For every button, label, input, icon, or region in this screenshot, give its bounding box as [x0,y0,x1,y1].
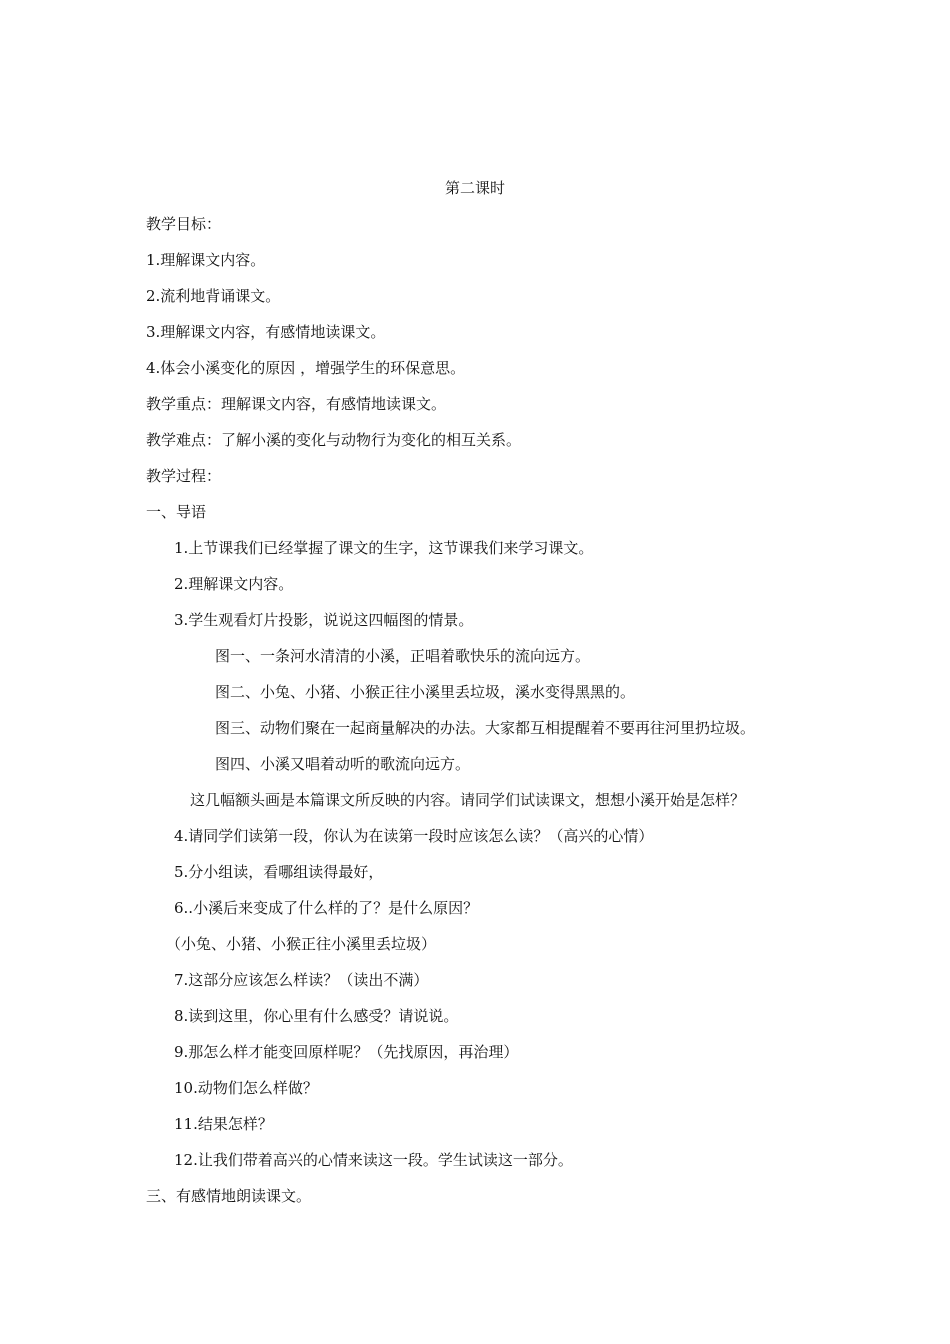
list-item: 3.学生观看灯片投影，说说这四幅图的情景。 [174,611,474,629]
key-point: 教学重点：理解课文内容，有感情地读课文。 [146,395,447,413]
lesson-title: 第二课时 [444,179,505,197]
objective-item: 1.理解课文内容。 [146,251,266,269]
answer-note: （小兔、小猪、小猴正往小溪里丢垃圾） [166,935,437,953]
objectives-heading: 教学目标： [146,215,222,233]
process-heading: 教学过程： [146,467,222,485]
list-item: 9.那怎么样才能变回原样呢？（先找原因，再治理） [174,1043,519,1061]
summary-paragraph: 这几幅额头画是本篇课文所反映的内容。请同学们试读课文，想想小溪开始是怎样？ [190,791,746,809]
list-item: 12.让我们带着高兴的心情来读这一段。学生试读这一部分。 [174,1151,573,1169]
list-item: 1.上节课我们已经掌握了课文的生字，这节课我们来学习课文。 [174,539,594,557]
objective-item: 4.体会小溪变化的原因 ，增强学生的环保意思。 [146,359,466,377]
picture-description: 图一、一条河水清清的小溪，正唱着歌快乐的流向远方。 [215,647,591,665]
list-item: 4.请同学们读第一段，你认为在读第一段时应该怎么读？（高兴的心情） [174,827,654,845]
section3-heading: 三、有感情地朗读课文。 [146,1187,312,1205]
picture-description: 图四、小溪又唱着动听的歌流向远方。 [215,755,471,773]
list-item: 5.分小组读，看哪组读得最好， [174,863,384,881]
picture-description: 图三、动物们聚在一起商量解决的办法。大家都互相提醒着不要再往河里扔垃圾。 [215,719,756,737]
picture-description: 图二、小兔、小猪、小猴正往小溪里丢垃圾，溪水变得黑黑的。 [215,683,636,701]
list-item: 8.读到这里，你心里有什么感受？请说说。 [174,1007,459,1025]
list-item: 11.结果怎样？ [174,1115,273,1133]
list-item: 6..小溪后来变成了什么样的了？是什么原因？ [174,899,479,917]
objective-item: 3.理解课文内容，有感情地读课文。 [146,323,386,341]
objective-item: 2.流利地背诵课文。 [146,287,281,305]
section1-heading: 一、导语 [146,503,207,521]
list-item: 2.理解课文内容。 [174,575,294,593]
difficulty: 教学难点：了解小溪的变化与动物行为变化的相互关系。 [146,431,522,449]
list-item: 7.这部分应该怎么样读？（读出不满） [174,971,429,989]
list-item: 10.动物们怎么样做？ [174,1079,318,1097]
